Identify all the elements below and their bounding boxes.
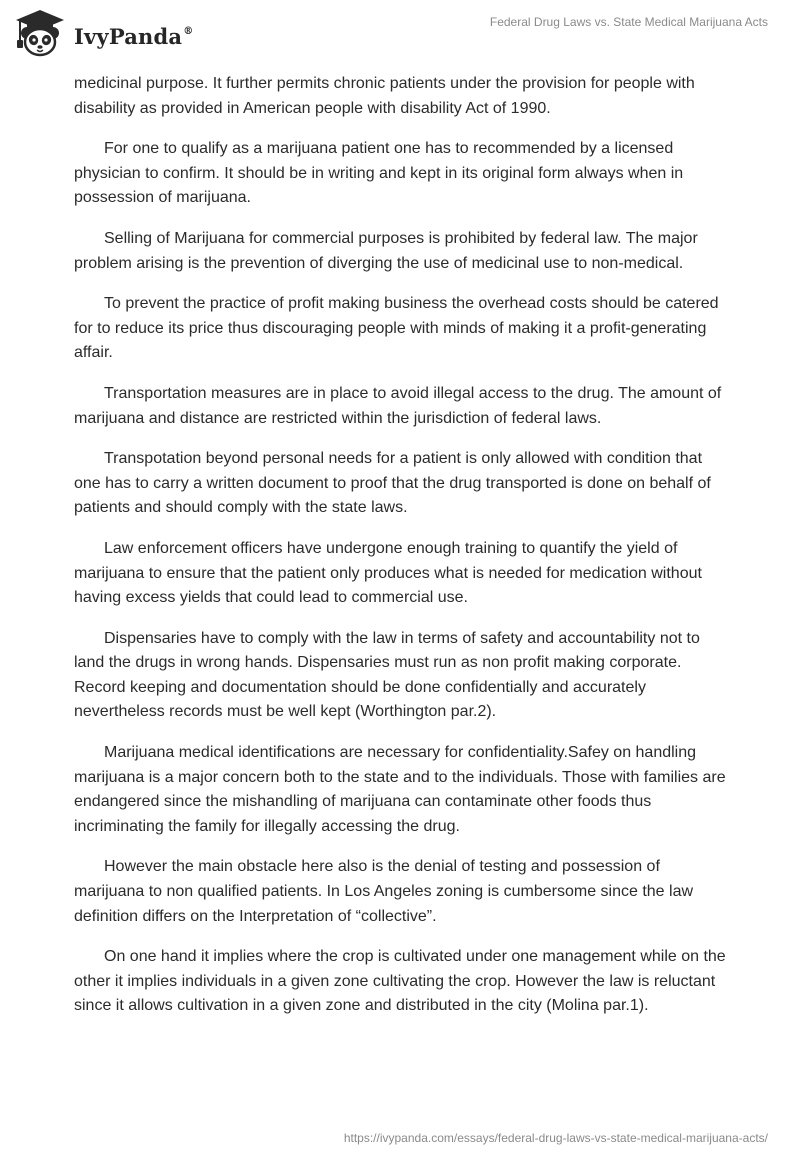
document-title: Federal Drug Laws vs. State Medical Marijuana Acts xyxy=(489,15,768,29)
paragraph: On one hand it implies where the crop is cultivated under one management while on the other it implies individuals in a given zone cultivating the crop. However the law is reluctant since it allows cultivation in a given zone and distributed in the city (Molina par.1). xyxy=(74,948,726,1015)
essay-body xyxy=(74,72,726,1035)
paragraph: To prevent the practice of profit making business the overhead costs should be catered for to reduce its price thus discouraging people with minds of making it a profit-generating affair. xyxy=(74,295,719,362)
paragraph: Selling of Marijuana for commercial purposes is prohibited by federal law. The major problem arising is the prevention of diverging the use of medicinal use to non-medical. xyxy=(74,229,698,272)
paragraph: Marijuana medical identifications are necessary for confidentiality.Safey on handling marijuana is a major concern both to the state and to the individuals. Those with families are endangered since the mishandling of marijuana can contaminate other foods thus incriminating the family for illegally accessing the drug. xyxy=(74,744,726,835)
paragraph: However the main obstacle here also is the denial of testing and possession of marijuana to non qualified patients. In Los Angeles zoning is cumbersome since the law definition differs on the Interpretation of “collective”. xyxy=(74,858,694,925)
page-header xyxy=(0,0,800,70)
registered-mark: ® xyxy=(183,25,194,37)
paragraph: medicinal purpose. It further permits chronic patients under the provision for people with disability as provided in American people with disability Act of 1990. xyxy=(74,75,695,117)
paragraph: Dispensaries have to comply with the law in terms of safety and accountability not to land the drugs in wrong hands. Dispensaries must run as non profit making corporate. Record keeping and documentation should be done confidentially and accurately nevertheless records must be well kept (Worthington par.2). xyxy=(74,629,700,721)
source-url[interactable]: https://ivypanda.com/essays/federal-drug-laws-vs-state-medical-marijuana-acts/ xyxy=(343,1131,768,1145)
brand-name: IvyPanda® xyxy=(74,23,194,49)
paragraph: Law enforcement officers have undergone enough training to quantify the yield of marijuana to ensure that the patient only produces what is needed for medication without having excess yields that could lead to commercial use. xyxy=(74,539,702,607)
paragraph: For one to qualify as a marijuana patient one has to recommended by a licensed physician to confirm. It should be in writing and kept in its original form always when in possession of marijuana. xyxy=(74,140,684,207)
paragraph: Transpotation beyond personal needs for a patient is only allowed with condition that one has to carry a written document to proof that the drug transported is done on behalf of patients and should comply with the state laws. xyxy=(74,450,711,517)
panda-graduate-icon xyxy=(12,6,68,62)
paragraph: Transportation measures are in place to avoid illegal access to the drug. The amount of marijuana and distance are restricted within the jurisdiction of federal laws. xyxy=(74,384,722,427)
ivypanda-logo[interactable] xyxy=(12,6,193,62)
